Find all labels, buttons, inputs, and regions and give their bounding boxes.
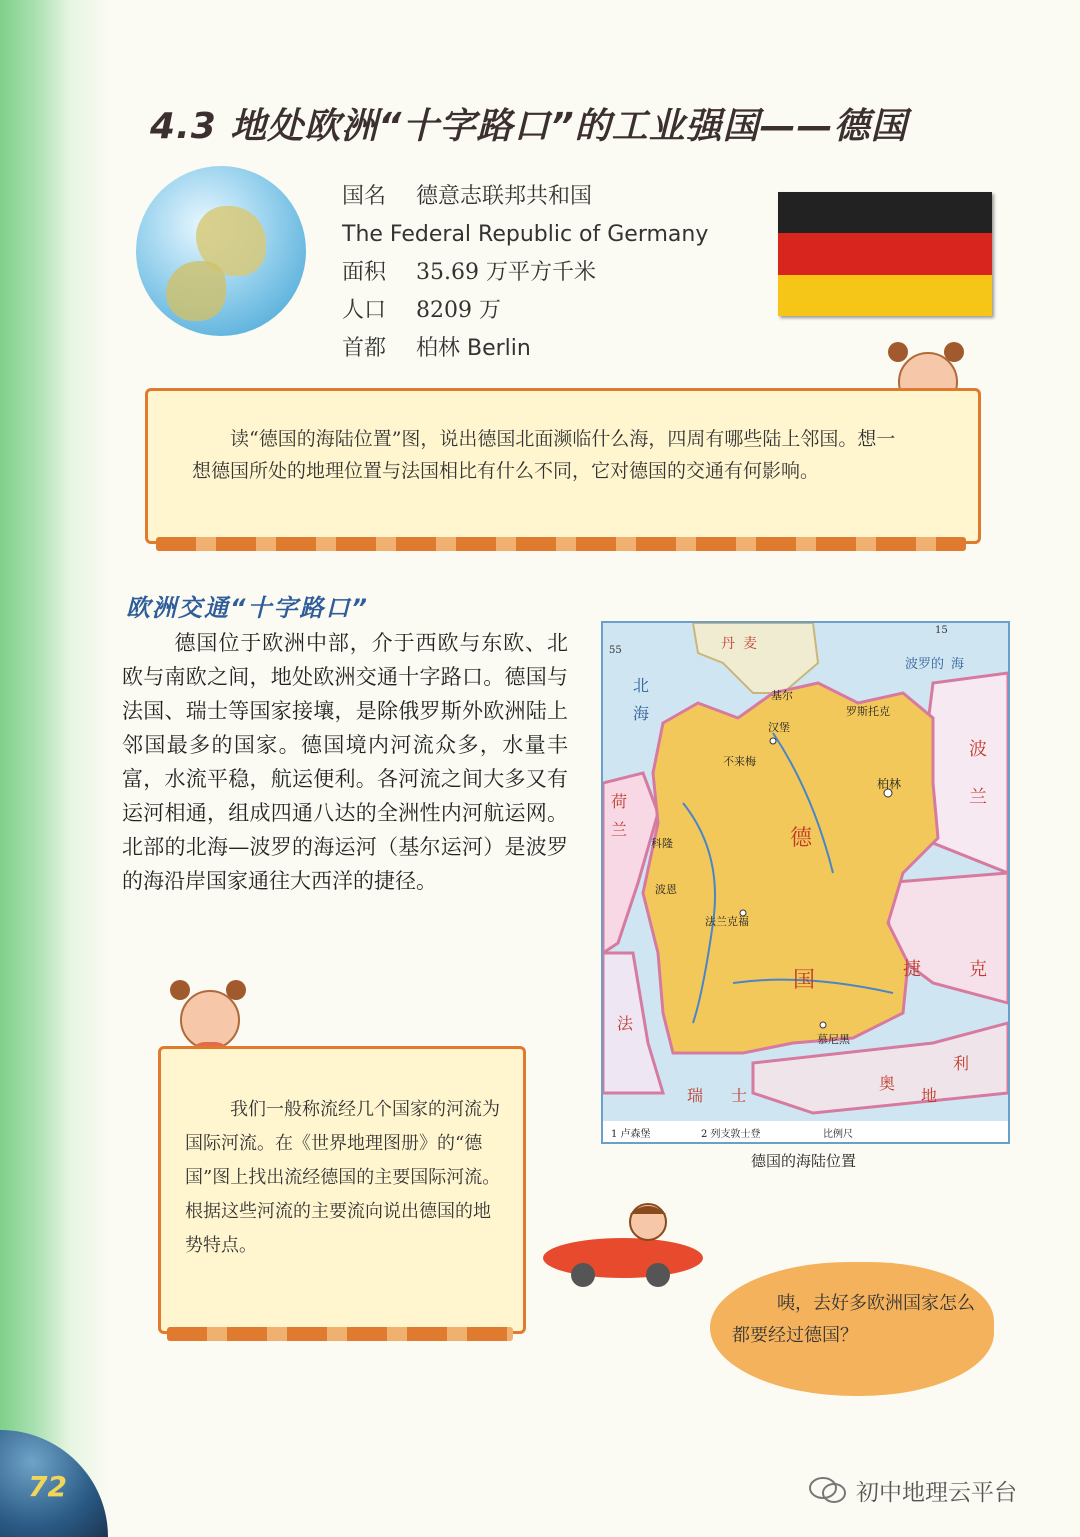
flag-stripe-gold [778, 275, 992, 316]
map-label-bremen: 不来梅 [723, 755, 756, 768]
map-label-austria-3: 利 [953, 1054, 970, 1073]
car-wheel-back [646, 1263, 670, 1287]
map-city-munich-dot [820, 1022, 826, 1028]
map-label-poland: 波 [969, 739, 987, 760]
country-name-row [342, 178, 708, 216]
map-label-switzerland: 瑞 [687, 1086, 704, 1105]
map-label-north-sea: 北 [633, 676, 650, 695]
map-label-switzerland-2: 士 [731, 1086, 748, 1105]
country-population-row [342, 292, 708, 330]
map-scale: 比例尺 [823, 1129, 853, 1140]
thought-bubble [710, 1262, 994, 1396]
note-1-decor-stripe [156, 537, 966, 551]
map-label-baltic: 波罗的 [905, 657, 945, 672]
map-label-austria: 奥 [879, 1074, 896, 1093]
question-note-2 [158, 1046, 526, 1334]
map-label-frankfurt: 法兰克福 [705, 915, 749, 928]
boy-hair [630, 1206, 666, 1214]
cartoon-car-boy [538, 1200, 708, 1290]
question-note-1 [145, 388, 981, 544]
map-label-north-sea-2: 海 [633, 704, 650, 723]
green-margin-strip [0, 0, 70, 1537]
girl-bottom-hair-bun-left [170, 980, 190, 1000]
population-label: 人口 [342, 298, 387, 323]
map-label-czech-2: 克 [969, 959, 987, 980]
flag-stripe-black [778, 192, 992, 233]
map-label-munich: 慕尼黑 [817, 1033, 850, 1046]
map-label-poland-2: 兰 [969, 787, 987, 808]
country-name-value: 德意志联邦共和国 [416, 184, 593, 209]
watermark-text: 初中地理云平台 [856, 1480, 1017, 1506]
map-label-netherlands-2: 兰 [611, 820, 628, 839]
thought-bubble-text: 咦，去好多欧洲国家怎么都要经过德国？ [732, 1293, 975, 1346]
map-label-austria-2: 地 [921, 1086, 938, 1105]
country-name-en: The Federal Republic of Germany [342, 222, 709, 247]
country-area-row [342, 254, 708, 292]
map-germany [643, 683, 938, 1053]
girl-hair-bun-left [888, 342, 908, 362]
map-label-baltic-2: 海 [951, 657, 965, 672]
population-value: 8209 万 [416, 298, 501, 323]
page-number: 72 [28, 1470, 67, 1503]
map-label-hamburg: 汉堡 [768, 721, 790, 734]
car-body [543, 1238, 703, 1278]
body-paragraph: 德国位于欧洲中部，介于西欧与东欧、北欧与南欧之间，地处欧洲交通十字路口。德国与法国、瑞士等国家接壤，是除俄罗斯外欧洲陆上邻国最多的国家。德国境内河流众多，水量丰富，水流平稳，航运便利。各河流之间大多又有运河相通，组成四通八达的全洲性内河航运网。北部的北海—波罗的海运河（基尔运河）是波罗的海沿岸国家通往大西洋的捷径。 [122, 631, 568, 893]
capital-value: 柏林 Berlin [416, 336, 531, 361]
capital-label: 首都 [342, 336, 387, 361]
map-legend-bar [603, 1121, 1008, 1142]
area-label: 面积 [342, 260, 387, 285]
map-label-rostock: 罗斯托克 [846, 705, 890, 718]
map-poland [923, 673, 1008, 873]
country-info-block [342, 178, 708, 368]
map-label-bonn: 波恩 [655, 883, 677, 896]
question-note-2-text: 我们一般称流经几个国家的河流为国际河流。在《世界地理图册》的“德国”图上找出流经德国的主要国际河流。根据这些河流的主要流向说出德国的地势特点。 [185, 1099, 501, 1256]
map-label-lat-55: 55 [609, 645, 622, 656]
map-label-france: 法 [617, 1014, 634, 1033]
map-label-kiel: 基尔 [771, 689, 793, 702]
note-2-decor-stripe [167, 1327, 513, 1341]
germany-flag [778, 192, 992, 316]
country-name-label: 国名 [342, 184, 387, 209]
germany-map [601, 621, 1010, 1144]
map-label-cologne: 科隆 [651, 837, 673, 850]
lesson-title: 4.3 地处欧洲“十字路口”的工业强国——德国 [150, 106, 908, 147]
map-label-denmark: 丹 [721, 636, 735, 652]
map-legend-1: 1 卢森堡 [611, 1129, 651, 1140]
map-label-denmark-2: 麦 [743, 636, 757, 652]
map-caption: 德国的海陆位置 [750, 1152, 856, 1170]
map-label-lon-15: 15 [935, 625, 948, 636]
country-capital-row [342, 330, 708, 368]
section-heading: 欧洲交通“十字路口” [126, 594, 369, 622]
area-value: 35.69 万平方千米 [416, 260, 596, 285]
map-legend-2: 2 列支敦士登 [701, 1129, 761, 1140]
wechat-icon [808, 1476, 848, 1504]
map-label-czech: 捷 [903, 959, 921, 980]
map-label-germany-2: 国 [793, 968, 816, 993]
girl-bottom-face [180, 990, 240, 1050]
map-label-germany: 德 [790, 826, 813, 851]
map-city-hamburg-dot [770, 738, 776, 744]
map-label-netherlands: 荷 [611, 792, 628, 811]
flag-stripe-red [778, 233, 992, 274]
globe-land-africa [166, 261, 226, 321]
map-label-berlin: 柏林 [877, 777, 902, 791]
globe-image [136, 166, 306, 336]
green-margin-fade [70, 0, 110, 1537]
car-wheel-front [571, 1263, 595, 1287]
question-note-1-text: 读“德国的海陆位置”图，说出德国北面濒临什么海，四周有哪些陆上邻国。想一想德国所处的地理位置与法国相比有什么不同，它对德国的交通有何影响。 [192, 428, 896, 482]
